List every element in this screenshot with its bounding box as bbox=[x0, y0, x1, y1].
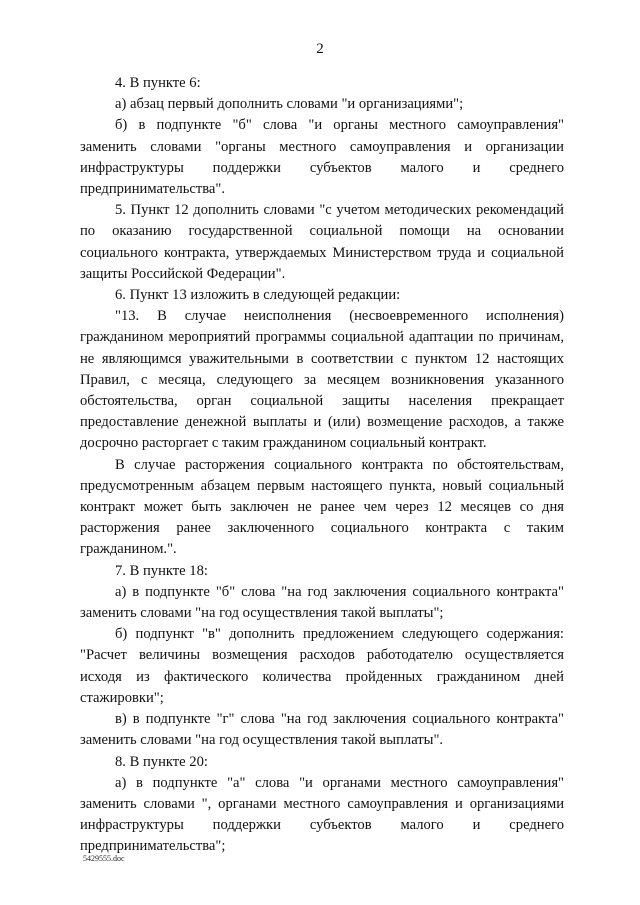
page-number: 2 bbox=[316, 41, 324, 57]
paragraph-item-4b: б) в подпункте "б" слова "и органы местного самоуправления" заменить словами "органы местного самоуправления и организации инфраструктуры поддержки субъектов малого и среднего предпринимательства". bbox=[80, 117, 564, 198]
paragraph-item-4a: а) абзац первый дополнить словами "и организациями"; bbox=[115, 96, 464, 113]
paragraph-item-8a: а) в подпункте "а" слова "и органами местного самоуправления" заменить словами ", органами местного самоуправления и организациями инфраструктуры поддержки субъектов малого и среднего предпринимательства"; bbox=[80, 774, 564, 855]
paragraph-item-7-heading: 7. В пункте 18: bbox=[115, 562, 208, 579]
document-body bbox=[80, 73, 564, 858]
paragraph-item-6-heading: 6. Пункт 13 изложить в следующей редакции: bbox=[115, 287, 401, 304]
document-file-code: 5429555.doc bbox=[83, 854, 125, 863]
paragraph-item-5: 5. Пункт 12 дополнить словами "с учетом методических рекомендаций по оказанию государственной социальной помощи на основании социального контракта, утверждаемых Министерством труда и социальной защиты Российской Федерации". bbox=[80, 202, 564, 282]
paragraph-item-13-second: В случае расторжения социального контракта по обстоятельствам, предусмотренным абзацем первым настоящего пункта, новый социальный контракт может быть заключен не ранее чем через 12 месяцев со дня расторжения ранее заключенного социального контракта с таким гражданином.". bbox=[80, 456, 564, 558]
paragraph-item-8-heading: 8. В пункте 20: bbox=[115, 753, 208, 770]
paragraph-item-7a: а) в подпункте "б" слова "на год заключения социального контракта" заменить словами "на год осуществления такой выплаты"; bbox=[80, 583, 564, 622]
paragraph-item-4-heading: 4. В пункте 6: bbox=[115, 75, 201, 91]
paragraph-item-7c: в) в подпункте "г" слова "на год заключения социального контракта" заменить словами "на год осуществления такой выплаты". bbox=[80, 711, 564, 749]
paragraph-item-7b: б) подпункт "в" дополнить предложением следующего содержания: "Расчет величины возмещения расходов работодателю осуществляется исходя из фактического количества пройденных гражданином дней стажировки"; bbox=[80, 626, 564, 706]
paragraph-item-13-text: "13. В случае неисполнения (несвоевременного исполнения) гражданином мероприятий программы социальной адаптации по причинам, не являющимся уважительными в соответствии с пунктом 12 настоящих Правил, с месяца, следующего за месяцем возникновения указанного обстоятельства, орган социальной защиты населения прекращает предоставление денежной выплаты и (или) возмещение расходов, а также досрочно расторгает с таким гражданином социальный контракт. bbox=[80, 308, 564, 452]
